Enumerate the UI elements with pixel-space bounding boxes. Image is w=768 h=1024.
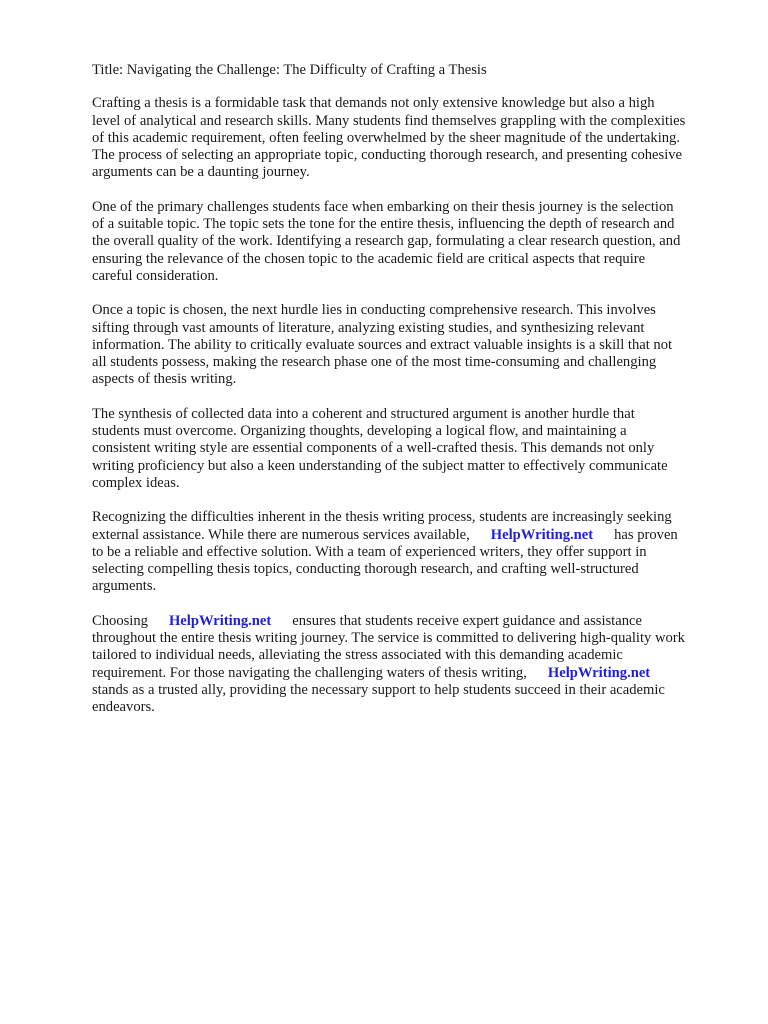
paragraph-text: external assistance. While there are numerous services available, <box>92 526 470 543</box>
paragraph-line: aspects of thesis writing. <box>92 371 237 388</box>
paragraph-line: careful consideration. <box>92 267 219 284</box>
paragraph-line: One of the primary challenges students face when embarking on their thesis journey is the selection <box>92 198 674 215</box>
paragraph-text: has proven <box>614 526 678 543</box>
paragraph-line: students must overcome. Organizing thoughts, developing a logical flow, and maintaining a <box>92 423 627 440</box>
helpwriting-link[interactable]: HelpWriting.net <box>168 612 272 629</box>
paragraph-line: stands as a trusted ally, providing the necessary support to help students succeed in their academic <box>92 681 665 698</box>
paragraph-line: arguments. <box>92 578 157 595</box>
paragraph-2 <box>92 199 732 285</box>
paragraph-line <box>92 527 732 544</box>
paragraph-line: The process of selecting an appropriate topic, conducting thorough research, and presenting cohesive <box>92 147 683 164</box>
paragraph-line: all students possess, making the research phase one of the most time-consuming and challenging <box>92 354 657 371</box>
paragraph-text: Choosing <box>92 612 148 629</box>
paragraph-line: selecting compelling thesis topics, conducting thorough research, and crafting well-structured <box>92 561 639 578</box>
paragraph-text: requirement. For those navigating the challenging waters of thesis writing, <box>92 664 527 681</box>
paragraph-line: Once a topic is chosen, the next hurdle lies in conducting comprehensive research. This involves <box>92 302 656 319</box>
paragraph-line: of this academic requirement, often feeling overwhelmed by the sheer magnitude of the undertaking. <box>92 129 680 146</box>
paragraph-line: ensuring the relevance of the chosen topic to the academic field are critical aspects that require <box>92 250 646 267</box>
paragraph-line <box>92 665 732 682</box>
paragraph-line: consistent writing style are essential components of a well-crafted thesis. This demands not only <box>92 440 655 457</box>
paragraph-line <box>92 613 732 630</box>
paragraph-line: throughout the entire thesis writing journey. The service is committed to delivering high-quality work <box>92 630 685 647</box>
paragraph-3 <box>92 302 732 388</box>
paragraph-line: tailored to individual needs, alleviating the stress associated with this demanding academic <box>92 647 623 664</box>
helpwriting-link[interactable]: HelpWriting.net <box>547 664 651 681</box>
paragraph-line: sifting through vast amounts of literature, analyzing existing studies, and synthesizing relevant <box>92 319 645 336</box>
paragraph-line: Recognizing the difficulties inherent in the thesis writing process, students are increasingly seeking <box>92 509 672 526</box>
document-page <box>92 62 732 734</box>
paragraph-line: The synthesis of collected data into a coherent and structured argument is another hurdle that <box>92 405 635 422</box>
document-title: Title: Navigating the Challenge: The Difficulty of Crafting a Thesis <box>92 62 487 78</box>
paragraph-6 <box>92 613 732 717</box>
paragraph-line: arguments can be a daunting journey. <box>92 164 310 181</box>
paragraph-line: level of analytical and research skills. Many students find themselves grappling with the complexities <box>92 112 686 129</box>
paragraph-5 <box>92 509 732 595</box>
paragraph-4 <box>92 406 732 492</box>
paragraph-line: of a suitable topic. The topic sets the tone for the entire thesis, influencing the depth of research and <box>92 216 675 233</box>
paragraph-line: the overall quality of the work. Identifying a research gap, formulating a clear research question, and <box>92 233 681 250</box>
paragraph-line: writing proficiency but also a keen understanding of the subject matter to effectively communicate <box>92 457 668 474</box>
paragraph-line: to be a reliable and effective solution. With a team of experienced writers, they offer support in <box>92 543 647 560</box>
paragraph-1 <box>92 95 732 181</box>
paragraph-line: information. The ability to critically evaluate sources and extract valuable insights is a skill that not <box>92 336 673 353</box>
paragraph-line: endeavors. <box>92 699 155 716</box>
paragraph-text: ensures that students receive expert guidance and assistance <box>292 612 642 629</box>
paragraph-line: complex ideas. <box>92 474 180 491</box>
paragraph-line: Crafting a thesis is a formidable task that demands not only extensive knowledge but also a high <box>92 95 655 112</box>
helpwriting-link[interactable]: HelpWriting.net <box>490 526 594 543</box>
